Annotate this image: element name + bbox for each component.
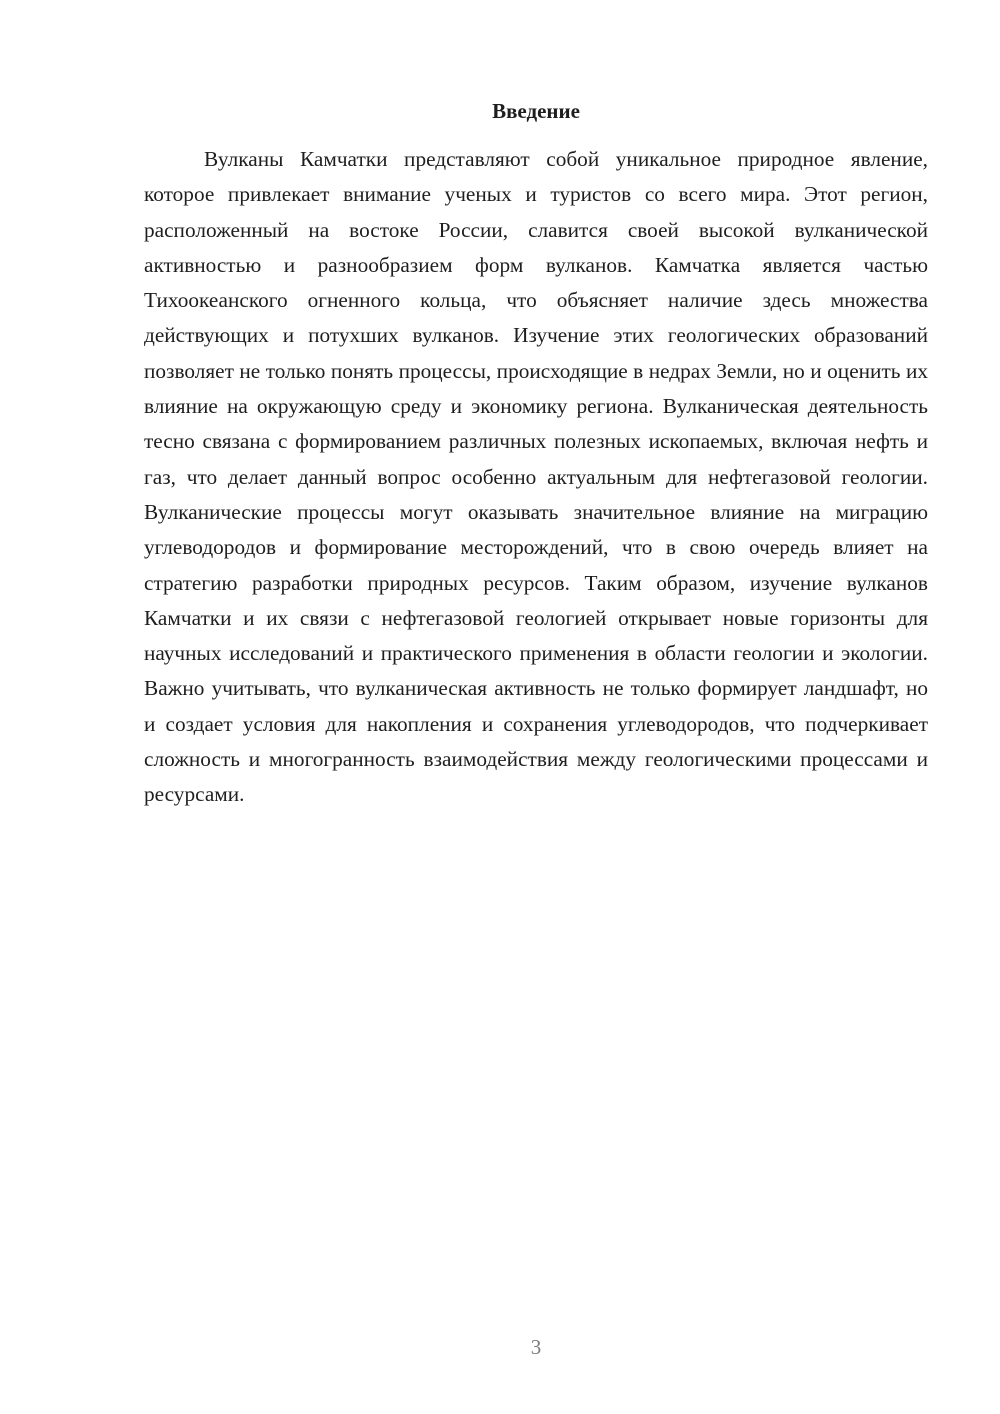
page-number: 3 [530,1335,542,1359]
section-heading: Введение [492,99,580,123]
body-paragraph: Вулканы Камчатки представляют собой уникальное природное явление, которое привлекает внимание ученых и туристов со всего мира. Этот регион, расположенный на востоке России, славится своей высокой вулканической активностью и разнообразием форм вулканов. Камчатка является частью Тихоокеанского огненного кольца, что объясняет наличие здесь множества действующих и потухших вулканов. Изучение этих геологических образований позволяет не только понять процессы, происходящие в недрах Земли, но и оценить их влияние на окружающую среду и экономику региона. Вулканическая деятельность тесно связана с формированием различных полезных ископаемых, включая нефть и газ, что делает данный вопрос особенно актуальным для нефтегазовой геологии. Вулканические процессы могут оказывать значительное влияние на миграцию углеводородов и формирование месторождений, что в свою очередь влияет на стратегию разработки природных ресурсов. Таким образом, изучение вулканов Камчатки и их связи с нефтегазовой геологией открывает новые горизонты для научных исследований и практического применения в области геологии и экологии. Важно учитывать, что вулканическая активность не только формирует ландшафт, но и создает условия для накопления и сохранения углеводородов, что подчеркивает сложность и многогранность взаимодействия между геологическими процессами и ресурсами. [144,147,928,807]
